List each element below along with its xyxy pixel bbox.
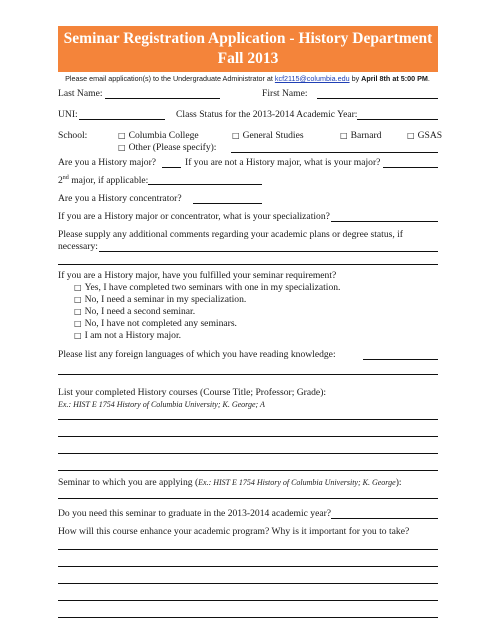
seminar-req-label: If you are a History major, have you fulfilled your seminar requirement? <box>58 270 337 281</box>
admin-email-link[interactable]: kcf2115@columbia.edu <box>274 74 350 83</box>
class-status-field[interactable] <box>357 119 438 120</box>
courses-example: Ex.: HIST E 1754 History of Columbia University; K. George; A <box>58 400 265 409</box>
enhance-field-line5[interactable] <box>58 617 438 618</box>
enhance-field-line1[interactable] <box>58 549 438 550</box>
comments-field-line2[interactable] <box>58 264 438 265</box>
checkbox-icon: □ <box>74 331 82 340</box>
uni-field[interactable] <box>79 119 165 120</box>
seminar-option-5[interactable]: □ I am not a History major. <box>74 330 182 341</box>
concentrator-label: Are you a History concentrator? <box>58 193 182 204</box>
comments-label-line2: necessary: <box>58 241 98 252</box>
school-other-field[interactable] <box>231 152 438 153</box>
applying-field[interactable] <box>58 498 438 499</box>
school-option-other[interactable]: □ Other (Please specify): <box>118 142 217 153</box>
applying-label: Seminar to which you are applying (Ex.: HIST E 1754 History of Columbia University; K. George): <box>58 477 402 488</box>
title-banner <box>58 26 438 72</box>
form-term: Fall 2013 <box>217 50 279 67</box>
not-major-label: If you are not a History major, what is your major? <box>185 157 381 168</box>
checkbox-icon: □ <box>118 131 126 140</box>
courses-field-line3[interactable] <box>58 453 438 454</box>
specialization-field[interactable] <box>331 221 438 222</box>
concentrator-field[interactable] <box>193 203 262 204</box>
graduate-field[interactable] <box>331 518 438 519</box>
history-major-field[interactable] <box>162 167 181 168</box>
history-major-label: Are you a History major? <box>58 157 157 168</box>
deadline: April 8th at 5:00 PM <box>361 74 428 83</box>
school-label: School: <box>58 130 88 141</box>
courses-field-line4[interactable] <box>58 470 438 471</box>
school-option-gsas[interactable]: □ GSAS <box>407 130 443 141</box>
enhance-field-line2[interactable] <box>58 566 438 567</box>
enhance-label: How will this course enhance your academic program? Why is it important for you to take? <box>58 526 410 537</box>
graduate-label: Do you need this seminar to graduate in the 2013-2014 academic year? <box>58 508 332 519</box>
last-name-field[interactable] <box>105 98 220 99</box>
seminar-option-1[interactable]: □ Yes, I have completed two seminars with one in my specialization. <box>74 282 341 293</box>
checkbox-icon: □ <box>74 283 82 292</box>
languages-field-line1[interactable] <box>363 359 438 360</box>
checkbox-icon: □ <box>74 295 82 304</box>
checkbox-icon: □ <box>74 319 82 328</box>
class-status-label: Class Status for the 2013-2014 Academic Year: <box>176 109 358 120</box>
uni-label: UNI: <box>58 109 78 120</box>
seminar-option-4[interactable]: □ No, I have not completed any seminars. <box>74 318 237 329</box>
comments-field-line1[interactable] <box>99 251 438 252</box>
checkbox-icon: □ <box>340 131 348 140</box>
seminar-option-3[interactable]: □ No, I need a second seminar. <box>74 306 196 317</box>
applying-example: Ex.: HIST E 1754 History of Columbia University; K. George <box>198 478 396 487</box>
checkbox-icon: □ <box>407 131 415 140</box>
school-option-cc[interactable]: □ Columbia College <box>118 130 199 141</box>
checkbox-icon: □ <box>232 131 240 140</box>
second-major-label: 2nd major, if applicable: <box>58 174 149 186</box>
languages-field-line2[interactable] <box>58 374 438 375</box>
courses-field-line1[interactable] <box>58 419 438 420</box>
checkbox-icon: □ <box>118 143 126 152</box>
enhance-field-line4[interactable] <box>58 600 438 601</box>
school-option-gs[interactable]: □ General Studies <box>232 130 304 141</box>
second-major-field[interactable] <box>148 184 262 185</box>
comments-label-line1: Please supply any additional comments regarding your academic plans or degree status, if <box>58 229 404 240</box>
enhance-field-line3[interactable] <box>58 583 438 584</box>
seminar-option-2[interactable]: □ No, I need a seminar in my specialization. <box>74 294 247 305</box>
last-name-label: Last Name: <box>58 88 103 99</box>
other-major-field[interactable] <box>383 167 438 168</box>
school-option-barnard[interactable]: □ Barnard <box>340 130 382 141</box>
courses-label: List your completed History courses (Course Title; Professor; Grade): <box>58 387 327 398</box>
first-name-label: First Name: <box>262 88 308 99</box>
first-name-field[interactable] <box>317 98 438 99</box>
courses-field-line2[interactable] <box>58 436 438 437</box>
languages-label: Please list any foreign languages of which you have reading knowledge: <box>58 349 336 360</box>
form-title: Seminar Registration Application - History Department <box>63 30 433 47</box>
checkbox-icon: □ <box>74 307 82 316</box>
submission-notice: Please email application(s) to the Undergraduate Administrator at kcf2115@columbia.edu by April 8th at 5:00 PM. <box>65 74 430 83</box>
specialization-label: If you are a History major or concentrator, what is your specialization? <box>58 211 330 222</box>
